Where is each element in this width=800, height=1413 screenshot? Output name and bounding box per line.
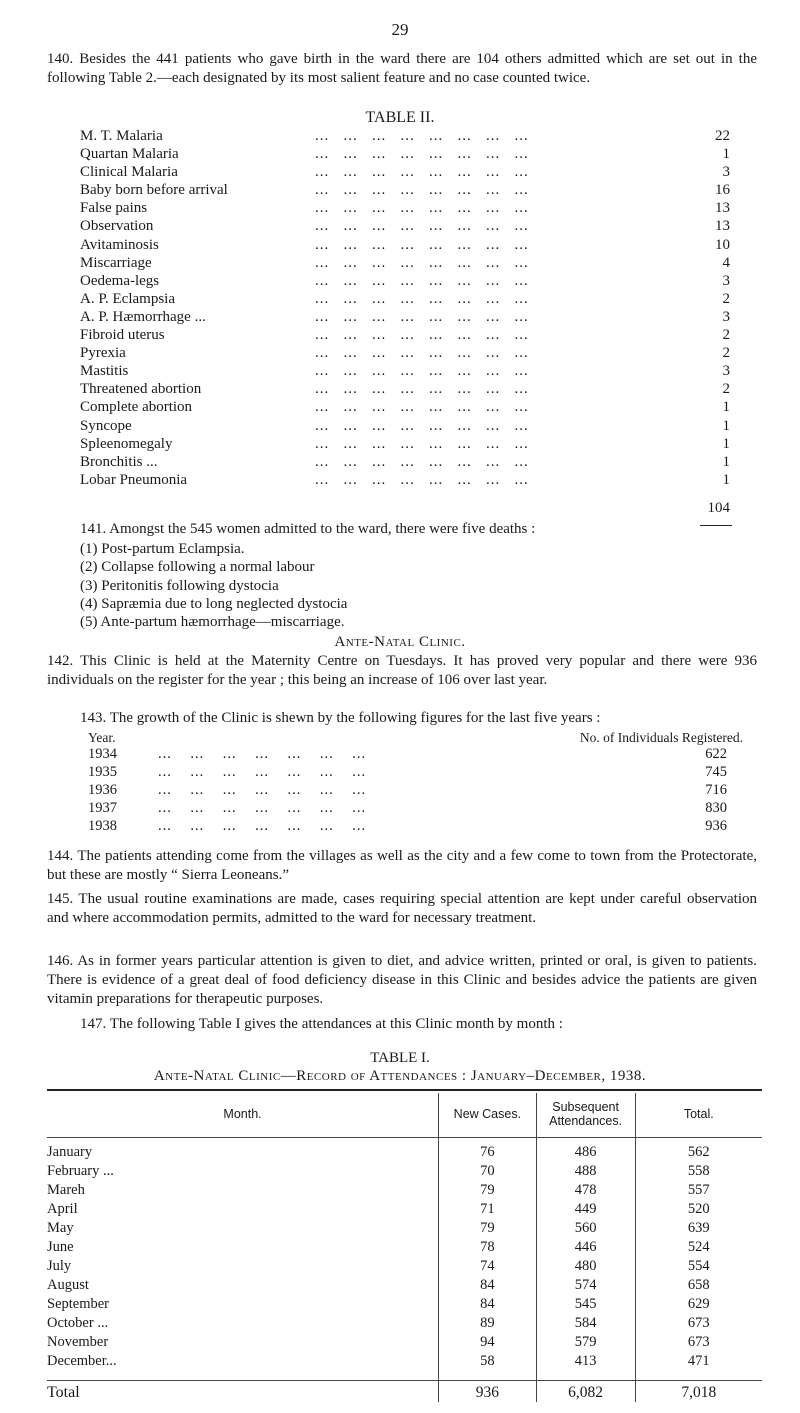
table2-value: 2 [722, 327, 730, 344]
table2-title: TABLE II. [365, 109, 435, 126]
leader-dots: ... ... ... ... ... ... ... [158, 800, 367, 816]
total-cell: 557 [635, 1181, 762, 1200]
month-cell [47, 1257, 439, 1276]
table2-value: 3 [722, 164, 730, 181]
table2-row [80, 398, 730, 416]
subsequent-cell: 545 [536, 1295, 635, 1314]
table2-value: 4 [722, 254, 730, 271]
total-label: Total [47, 1384, 80, 1401]
table-row [47, 1295, 762, 1314]
growth-row [88, 781, 743, 799]
table2-value: 3 [722, 363, 730, 380]
table2-value: 3 [722, 272, 730, 289]
growth-year: 1936 [88, 782, 117, 798]
total-cell: 471 [635, 1352, 762, 1371]
attendance-table [47, 1093, 762, 1402]
new-cases-cell: 89 [439, 1314, 537, 1333]
death-item: (4) Sapræmia due to long neglected dystocia [80, 595, 348, 612]
death-item: (1) Post-partum Eclampsia. [80, 541, 245, 557]
deaths-list [80, 540, 730, 631]
table2-value: 1 [722, 417, 730, 434]
month-label: January [47, 1144, 93, 1160]
table2-row [80, 417, 730, 435]
table1-header-rule [47, 1137, 762, 1138]
month-label: Mareh [47, 1182, 85, 1198]
leader-dots: ... ... ... ... ... ... ... ... [315, 272, 529, 289]
new-cases-cell: 70 [439, 1162, 537, 1181]
table-row [47, 1276, 762, 1295]
month-cell [47, 1352, 439, 1371]
paragraph-142: 142. This Clinic is held at the Maternity Centre on Tuesdays. It has proved very popular and there were 936 individuals on the register for the year ; this being an increase of 106 over last year. [47, 653, 757, 688]
subsequent-cell: 480 [536, 1257, 635, 1276]
leader-dots: ... ... ... ... ... ... ... ... [315, 381, 529, 398]
month-cell [47, 1238, 439, 1257]
table2-label: M. T. Malaria [80, 128, 163, 144]
table-row [47, 1314, 762, 1333]
table2-label: Bronchitis ... [80, 453, 158, 470]
table2-label: Quartan Malaria [80, 146, 179, 163]
table2-value: 22 [715, 128, 730, 144]
table2-row [80, 254, 730, 272]
table2-value: 2 [722, 345, 730, 362]
table2-label: Syncope [80, 417, 132, 434]
table2-row [80, 362, 730, 380]
table2-label: Clinical Malaria [80, 164, 178, 181]
leader-dots: ... ... ... ... ... ... ... ... [315, 308, 529, 325]
leader-dots: ... ... ... ... ... ... ... ... [315, 236, 529, 253]
month-label: July [47, 1258, 72, 1274]
table-row [47, 1333, 762, 1352]
table2-label: Fibroid uterus [80, 327, 165, 344]
month-label: August [47, 1277, 89, 1293]
table2-row [80, 344, 730, 362]
leader-dots: ... ... ... ... ... ... ... [158, 764, 367, 780]
growth-year: 1934 [88, 746, 117, 762]
month-cell [47, 1333, 439, 1352]
table2-list [80, 127, 730, 489]
month-label: February ... [47, 1163, 114, 1179]
leader-dots: ... ... ... ... ... ... ... ... [315, 200, 529, 217]
table-row [47, 1257, 762, 1276]
table2-value: 16 [715, 182, 730, 199]
new-cases-cell: 94 [439, 1333, 537, 1352]
table2-label: Threatened abortion [80, 381, 202, 398]
paragraph-146: 146. As in former years particular attention is given to diet, and advice written, printed or oral, is given to patients. There is evidence of a great deal of food deficiency disease in this Clinic and besides advice the patients are given vitamin preparations for therapeutic purposes. [47, 953, 757, 1007]
table-row [47, 1238, 762, 1257]
growth-table-header [88, 728, 743, 745]
table2-value: 1 [722, 471, 730, 488]
growth-year-header: Year. [88, 730, 116, 745]
growth-row [88, 817, 743, 835]
table2-label: Mastitis [80, 363, 129, 380]
leader-dots: ... ... ... ... ... ... ... [158, 818, 367, 834]
leader-dots: ... ... ... ... ... ... ... ... [315, 417, 529, 434]
table-row [47, 1219, 762, 1238]
table2-row [80, 380, 730, 398]
month-cell [47, 1314, 439, 1333]
paragraph-143: 143. The growth of the Clinic is shewn by the following figures for the last five years : [80, 710, 601, 726]
table2-value: 1 [722, 453, 730, 470]
leader-dots: ... ... ... ... ... ... ... ... [315, 345, 529, 362]
table2-value: 3 [722, 308, 730, 325]
total-rule [700, 525, 732, 526]
table2-label: Complete abortion [80, 399, 193, 416]
table2-value: 2 [722, 290, 730, 307]
month-cell [47, 1143, 439, 1162]
growth-count: 716 [705, 782, 727, 798]
table2-total: 104 [707, 500, 730, 516]
table1-total-rule [47, 1380, 762, 1381]
table2-row [80, 163, 730, 181]
table2-row [80, 272, 730, 290]
paragraph-147: 147. The following Table I gives the attendances at this Clinic month by month : [80, 1016, 563, 1032]
growth-year: 1938 [88, 818, 117, 834]
new-cases-cell: 71 [439, 1200, 537, 1219]
header-subsequent: Subsequent Attendances. [536, 1093, 635, 1135]
death-item: (3) Peritonitis following dystocia [80, 577, 279, 594]
total-new-cell: 936 [439, 1383, 537, 1402]
growth-row [88, 745, 743, 763]
leader-dots: ... ... ... ... ... ... ... ... [315, 327, 529, 344]
table-row [47, 1162, 762, 1181]
table-row [47, 1352, 762, 1371]
table2-value: 1 [722, 146, 730, 163]
leader-dots: ... ... ... ... ... ... ... ... [315, 399, 529, 416]
leader-dots: ... ... ... ... ... ... ... ... [315, 218, 529, 235]
table2-row [80, 127, 730, 145]
subsequent-cell: 486 [536, 1143, 635, 1162]
table2-row [80, 435, 730, 453]
paragraph-140: 140. Besides the 441 patients who gave birth in the ward there are 104 others admitted which are set out in the following Table 2.—each designated by its most salient feature and no case counted twice. [47, 51, 757, 86]
total-label-cell [47, 1383, 439, 1402]
subsequent-cell: 449 [536, 1200, 635, 1219]
table-row [47, 1200, 762, 1219]
table2-row [80, 217, 730, 235]
growth-table [88, 728, 743, 835]
table2-row [80, 181, 730, 199]
subsequent-cell: 574 [536, 1276, 635, 1295]
table2-value: 1 [722, 399, 730, 416]
new-cases-cell: 79 [439, 1219, 537, 1238]
table2-label: Pyrexia [80, 345, 126, 362]
leader-dots: ... ... ... ... ... ... ... ... [315, 182, 529, 199]
month-cell [47, 1276, 439, 1295]
total-cell: 520 [635, 1200, 762, 1219]
total-subsequent-cell: 6,082 [536, 1383, 635, 1402]
new-cases-cell: 78 [439, 1238, 537, 1257]
month-label: October ... [47, 1315, 109, 1331]
month-label: June [47, 1239, 74, 1255]
total-cell: 524 [635, 1238, 762, 1257]
table1-subtitle: Ante-Natal Clinic—Record of Attendances : January–December, 1938. [153, 1068, 647, 1084]
subsequent-cell: 584 [536, 1314, 635, 1333]
table2-label: False pains [80, 200, 148, 217]
table-row [47, 1181, 762, 1200]
table1-title: TABLE I. [370, 1050, 430, 1066]
table2-value: 10 [715, 236, 730, 253]
month-cell [47, 1181, 439, 1200]
paragraph-145: 145. The usual routine examinations are made, cases requiring special attention are kept under careful observation and where accommodation permits, admitted to the ward for necessary treatment. [47, 891, 757, 926]
table2-row [80, 145, 730, 163]
table2-label: Lobar Pneumonia [80, 471, 188, 488]
header-total: Total. [635, 1093, 762, 1135]
growth-count: 830 [705, 800, 727, 816]
leader-dots: ... ... ... ... ... ... ... ... [315, 435, 529, 452]
table2-value: 2 [722, 381, 730, 398]
total-total-cell: 7,018 [635, 1383, 762, 1402]
growth-count-header: No. of Individuals Registered. [579, 730, 743, 745]
leader-dots: ... ... ... ... ... ... ... ... [315, 146, 529, 163]
total-cell: 554 [635, 1257, 762, 1276]
leader-dots: ... ... ... ... ... ... ... ... [315, 453, 529, 470]
total-cell: 558 [635, 1162, 762, 1181]
month-cell [47, 1219, 439, 1238]
table2-label: Oedema-legs [80, 272, 160, 289]
new-cases-cell: 74 [439, 1257, 537, 1276]
month-cell [47, 1295, 439, 1314]
growth-year: 1935 [88, 764, 117, 780]
subsequent-cell: 579 [536, 1333, 635, 1352]
table2-row [80, 236, 730, 254]
new-cases-cell: 84 [439, 1276, 537, 1295]
growth-row [88, 799, 743, 817]
table2-value: 13 [715, 218, 730, 235]
month-label: April [47, 1201, 78, 1217]
table2-row [80, 199, 730, 217]
paragraph-144: 144. The patients attending come from the villages as well as the city and a few come to town from the Protectorate, but these are mostly “ Sierra Leoneans.” [47, 848, 757, 883]
growth-row [88, 763, 743, 781]
attendance-table-header [47, 1093, 762, 1135]
table-row [47, 1143, 762, 1162]
table-total-row [47, 1383, 762, 1402]
growth-count: 745 [705, 764, 727, 780]
total-cell: 629 [635, 1295, 762, 1314]
leader-dots: ... ... ... ... ... ... ... ... [315, 128, 529, 144]
month-label: November [47, 1334, 109, 1350]
table2-row [80, 290, 730, 308]
leader-dots: ... ... ... ... ... ... ... [158, 782, 367, 798]
death-item: (2) Collapse following a normal labour [80, 559, 315, 576]
table2-label: A. P. Eclampsia [80, 290, 175, 307]
total-cell: 562 [635, 1143, 762, 1162]
header-new-cases: New Cases. [439, 1093, 537, 1135]
section-heading-ante-natal-clinic: Ante-Natal Clinic. [334, 634, 466, 650]
leader-dots: ... ... ... ... ... ... ... ... [315, 471, 529, 488]
month-cell [47, 1162, 439, 1181]
leader-dots: ... ... ... ... ... ... ... ... [315, 254, 529, 271]
subsequent-cell: 488 [536, 1162, 635, 1181]
subsequent-cell: 560 [536, 1219, 635, 1238]
new-cases-cell: 76 [439, 1143, 537, 1162]
new-cases-cell: 79 [439, 1181, 537, 1200]
spacer-row [47, 1371, 762, 1383]
month-cell [47, 1200, 439, 1219]
page-number: 29 [391, 20, 409, 39]
growth-count: 622 [705, 746, 727, 762]
new-cases-cell: 58 [439, 1352, 537, 1371]
new-cases-cell: 84 [439, 1295, 537, 1314]
leader-dots: ... ... ... ... ... ... ... ... [315, 290, 529, 307]
month-label: September [47, 1296, 110, 1312]
death-item: (5) Ante-partum hæmorrhage—miscarriage. [80, 614, 345, 631]
table2-label: Miscarriage [80, 254, 152, 271]
table2-label: Baby born before arrival [80, 182, 228, 199]
leader-dots: ... ... ... ... ... ... ... ... [315, 164, 529, 181]
leader-dots: ... ... ... ... ... ... ... [158, 746, 367, 762]
table2-row [80, 326, 730, 344]
table2-label: Observation [80, 218, 154, 235]
table2-row [80, 453, 730, 471]
subsequent-cell: 413 [536, 1352, 635, 1371]
growth-count: 936 [705, 818, 727, 834]
table2-value: 13 [715, 200, 730, 217]
paragraph-141: 141. Amongst the 545 women admitted to the ward, there were five deaths : [80, 521, 536, 537]
table2-label: A. P. Hæmorrhage ... [80, 308, 206, 325]
total-cell: 673 [635, 1333, 762, 1352]
total-cell: 658 [635, 1276, 762, 1295]
total-cell: 673 [635, 1314, 762, 1333]
month-label: May [47, 1220, 74, 1236]
table2-row [80, 471, 730, 489]
table2-value: 1 [722, 435, 730, 452]
table2-row [80, 308, 730, 326]
month-label: December... [47, 1353, 117, 1369]
header-month: Month. [223, 1107, 262, 1121]
subsequent-cell: 446 [536, 1238, 635, 1257]
table2-label: Spleenomegaly [80, 435, 173, 452]
growth-year: 1937 [88, 800, 117, 816]
table2-label: Avitaminosis [80, 236, 159, 253]
table1-top-rule [47, 1089, 762, 1091]
total-cell: 639 [635, 1219, 762, 1238]
subsequent-cell: 478 [536, 1181, 635, 1200]
leader-dots: ... ... ... ... ... ... ... ... [315, 363, 529, 380]
